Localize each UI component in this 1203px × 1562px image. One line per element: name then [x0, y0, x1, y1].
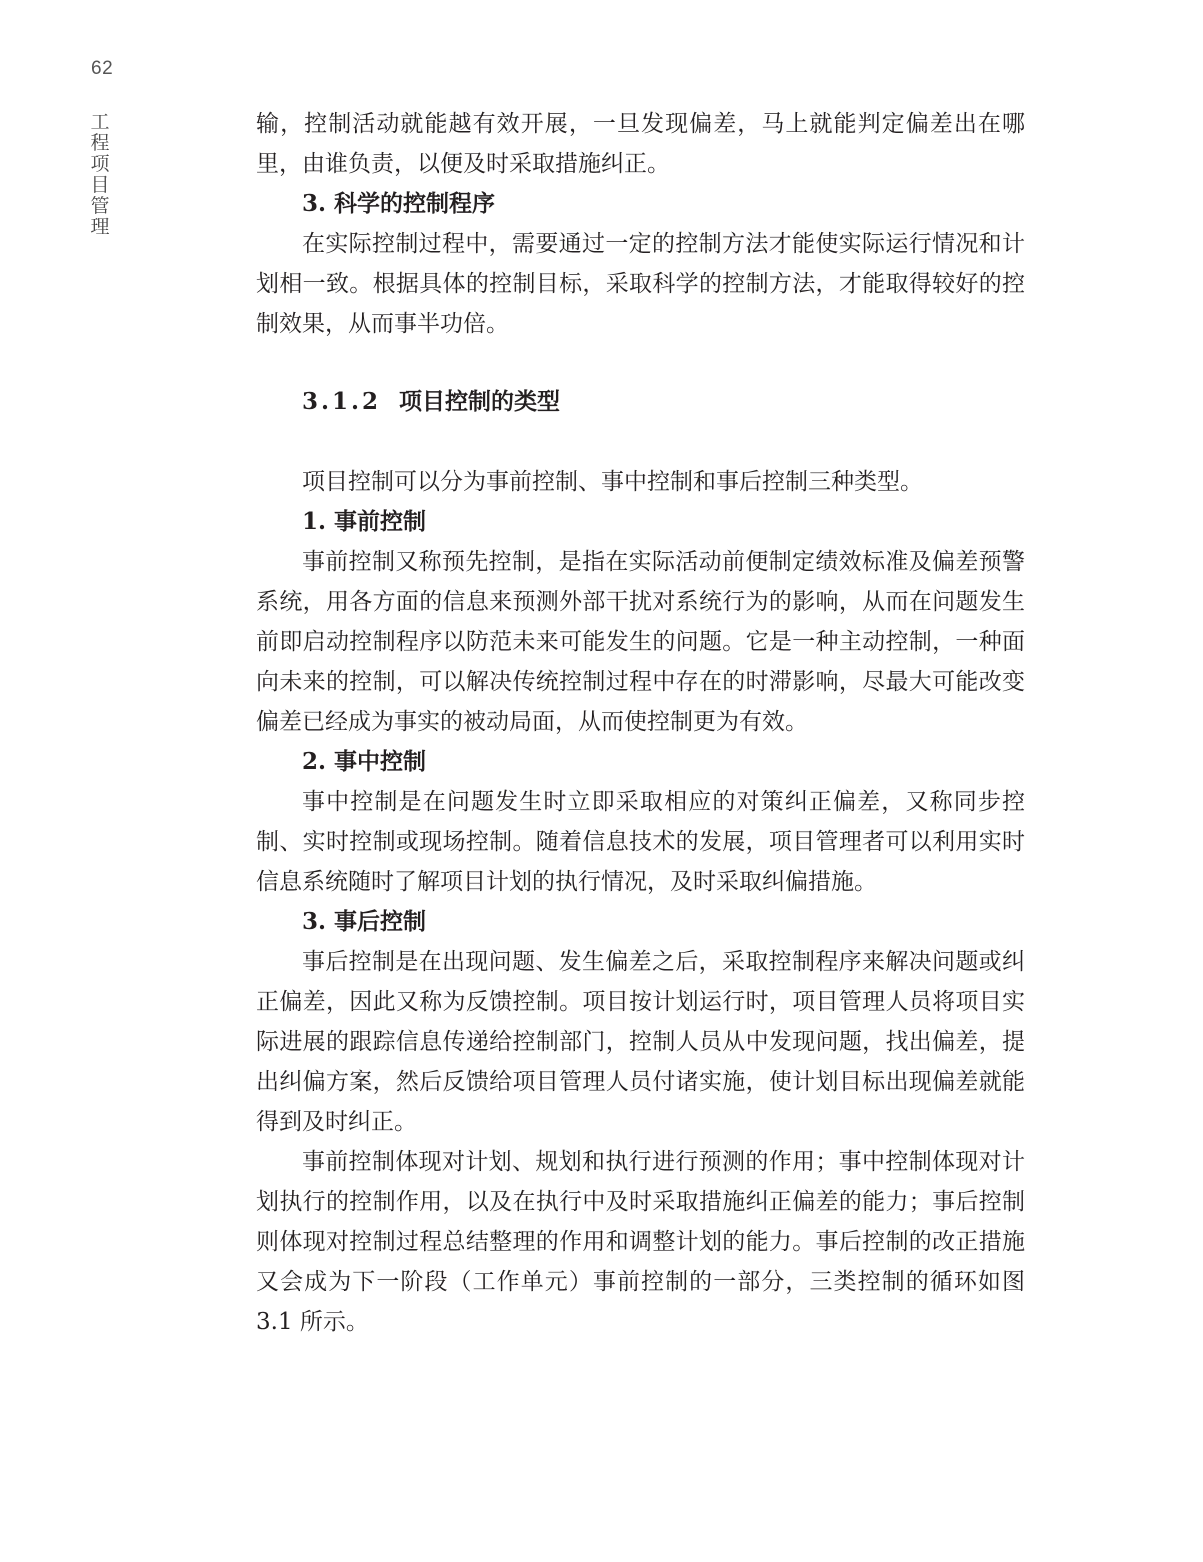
paragraph: 事后控制是在出现问题、发生偏差之后，采取控制程序来解决问题或纠正偏差，因此又称为反馈控制。项目按计划运行时，项目管理人员将项目实际进展的跟踪信息传递给控制部门，控制人员从中发现问题，找出偏差，提出纠偏方案，然后反馈给项目管理人员付诸实施，使计划目标出现偏差就能得到及时纠正。 [256, 949, 1025, 1135]
subheading: 1. 事前控制 [302, 508, 427, 535]
paragraph: 项目控制可以分为事前控制、事中控制和事后控制三种类型。 [302, 469, 923, 495]
page-number: 62 [91, 58, 114, 79]
page-body [256, 104, 1025, 1342]
paragraph: 事前控制体现对计划、规划和执行进行预测的作用；事中控制体现对计划执行的控制作用，以及在执行中及时采取措施纠正偏差的能力；事后控制则体现对控制过程总结整理的作用和调整计划的能力。事后控制的改正措施又会成为下一阶段（工作单元）事前控制的一部分，三类控制的循环如图3.1 所示。 [256, 1149, 1025, 1335]
subheading: 2. 事中控制 [302, 748, 427, 775]
paragraph: 事中控制是在问题发生时立即采取相应的对策纠正偏差，又称同步控制、实时控制或现场控制。随着信息技术的发展，项目管理者可以利用实时信息系统随时了解项目计划的执行情况，及时采取纠偏措施。 [256, 789, 1025, 895]
running-head: 工程项目管理 [90, 111, 110, 238]
subheading: 3. 事后控制 [302, 908, 427, 935]
section-title: 项目控制的类型 [399, 388, 561, 415]
section-number: 3.1.2 [302, 388, 382, 415]
paragraph: 在实际控制过程中，需要通过一定的控制方法才能使实际运行情况和计划相一致。根据具体的控制目标，采取科学的控制方法，才能取得较好的控制效果，从而事半功倍。 [256, 231, 1025, 337]
paragraph: 输，控制活动就能越有效开展，一旦发现偏差，马上就能判定偏差出在哪里，由谁负责，以便及时采取措施纠正。 [256, 111, 1025, 177]
section-heading [256, 382, 1025, 422]
subheading: 3. 科学的控制程序 [302, 190, 496, 217]
paragraph: 事前控制又称预先控制，是指在实际活动前便制定绩效标准及偏差预警系统，用各方面的信息来预测外部干扰对系统行为的影响，从而在问题发生前即启动控制程序以防范未来可能发生的问题。它是一种主动控制，一种面向未来的控制，可以解决传统控制过程中存在的时滞影响，尽最大可能改变偏差已经成为事实的被动局面，从而使控制更为有效。 [256, 549, 1025, 735]
